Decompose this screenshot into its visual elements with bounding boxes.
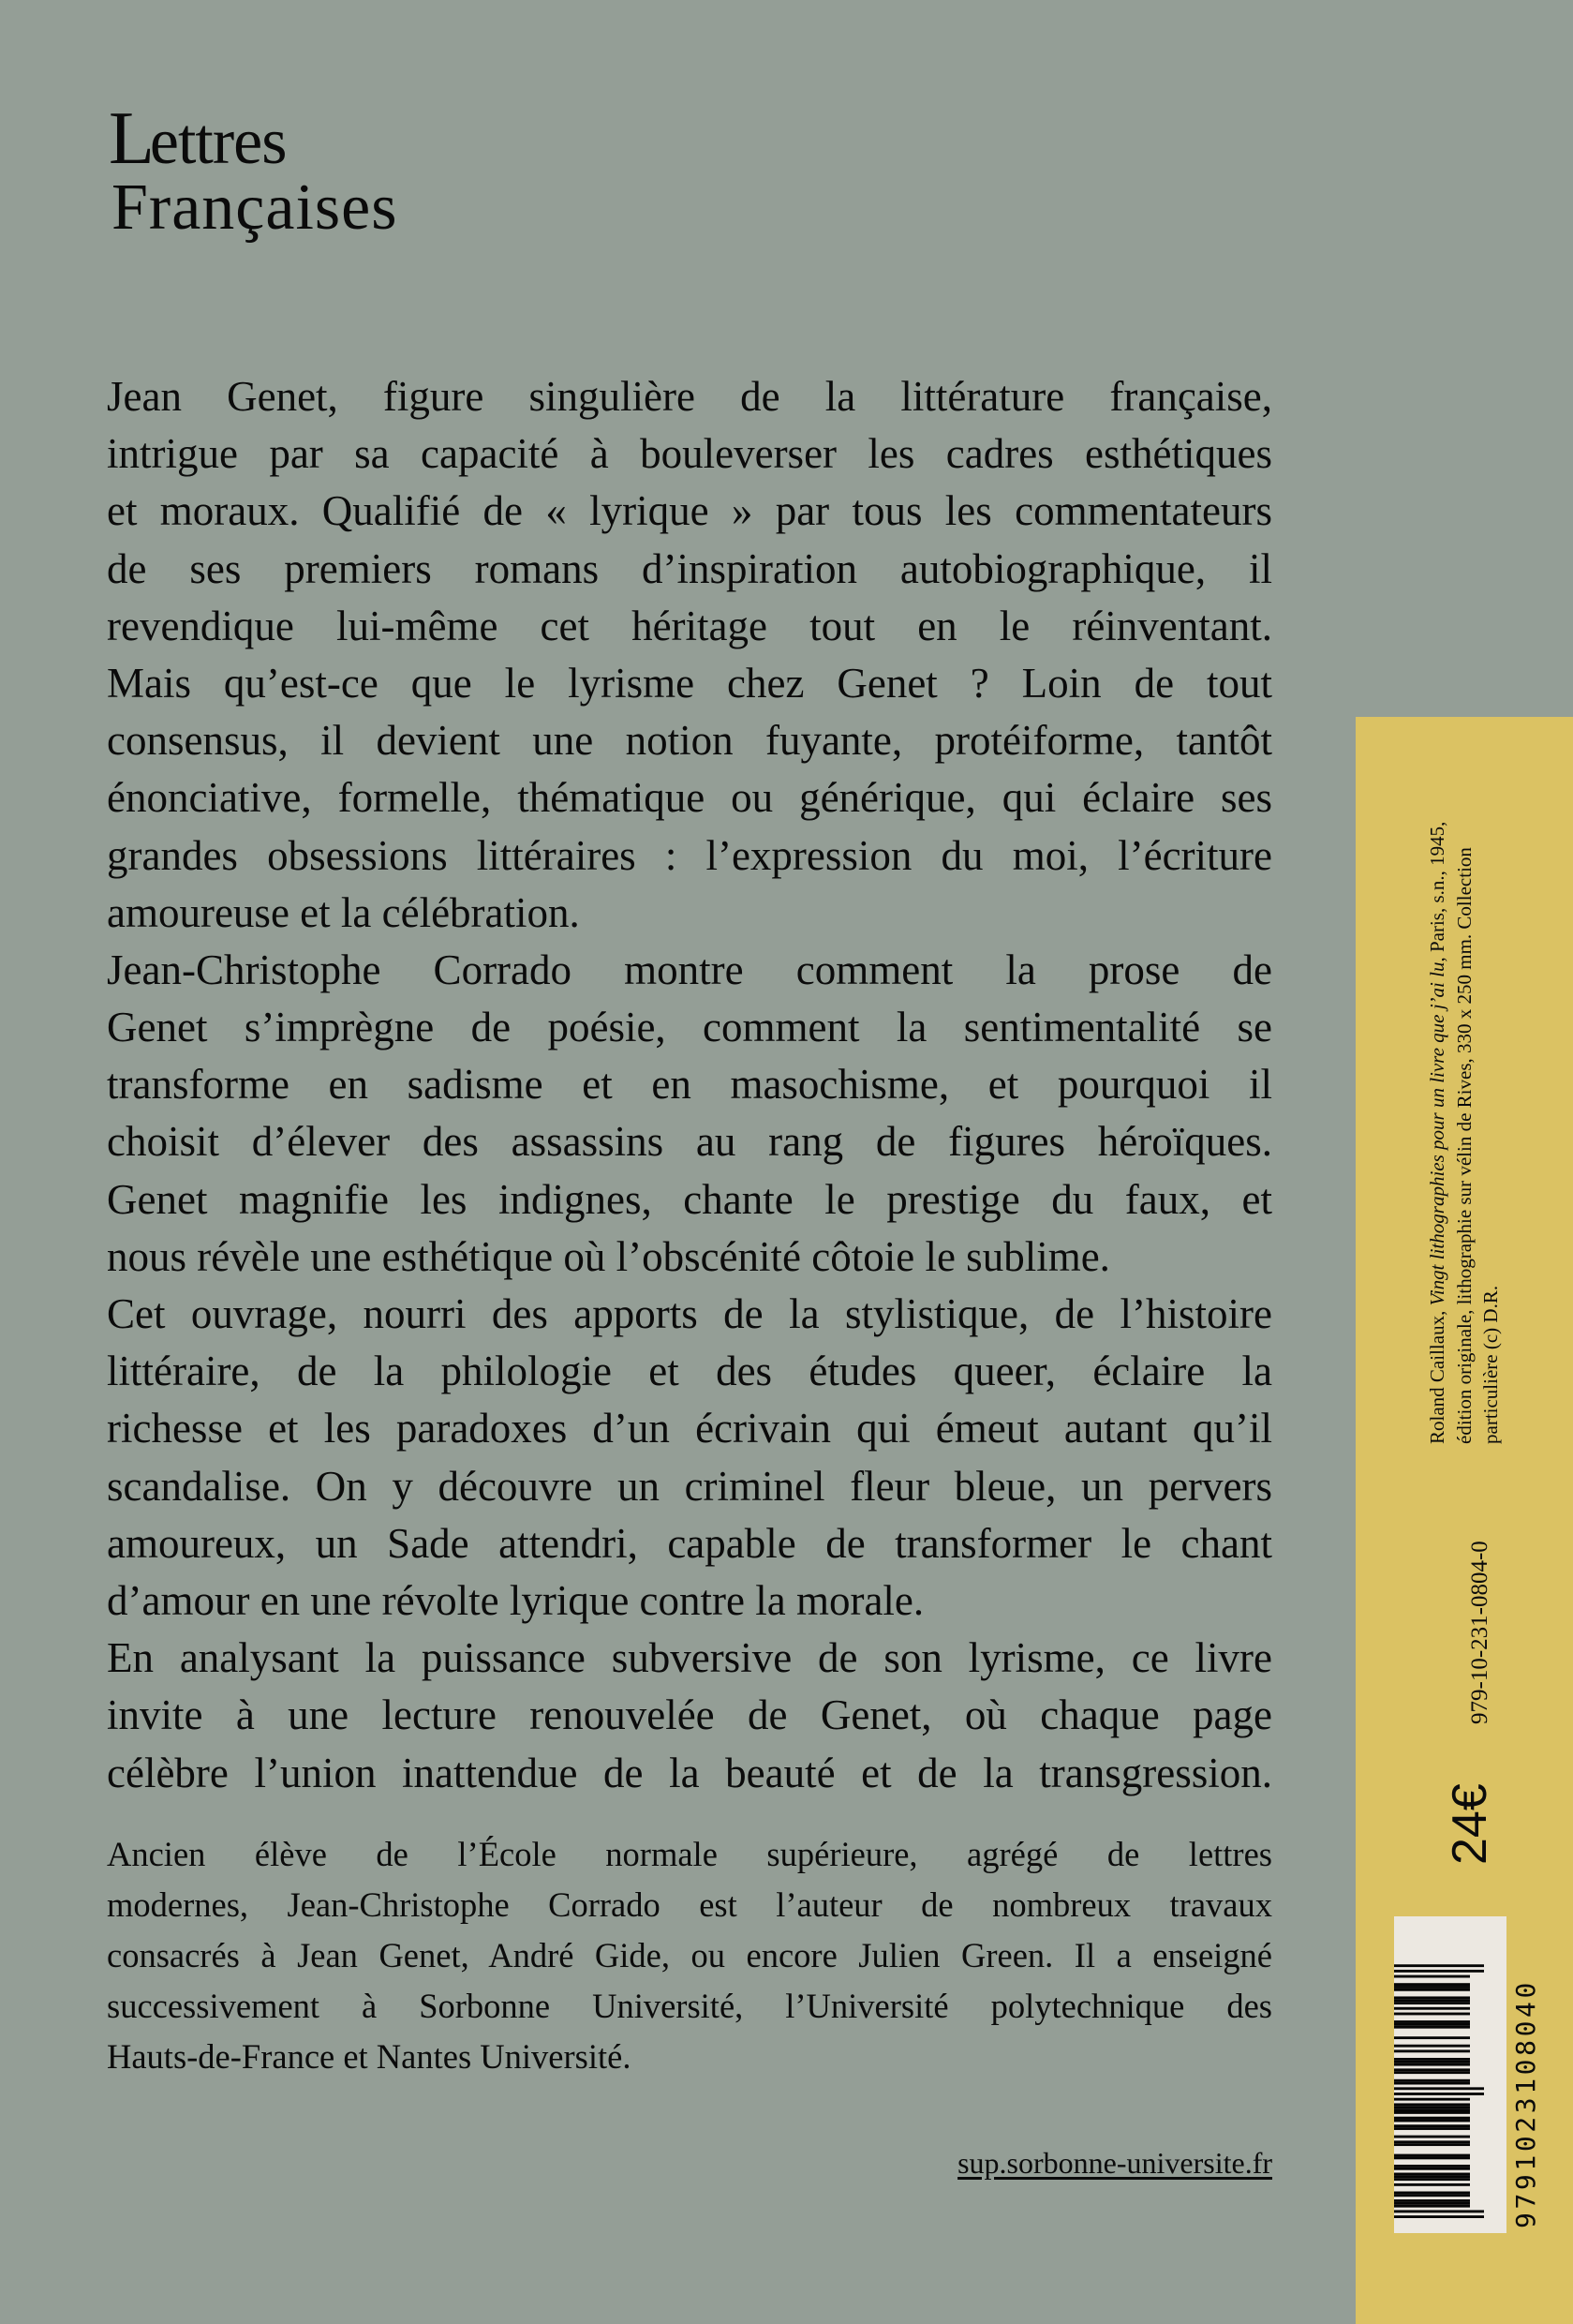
barcode-bar [1394, 1996, 1470, 1999]
bio-line: Ancien élève de l’École normale supérieure, agrégé de lettres [107, 1835, 1272, 1873]
barcode-bar [1394, 2117, 1470, 2120]
publisher-website-link[interactable]: sup.sorbonne-universite.fr [957, 2146, 1272, 2180]
description-line: d’amour en une révolte lyrique contre la morale. [107, 1576, 925, 1624]
credit-work-title: Vingt lithographies pour un livre que j’ai lu [1426, 961, 1448, 1306]
series-title-initial: L [109, 97, 154, 180]
isbn-number: 979-10-231-0804-0 [1467, 1541, 1492, 1724]
credit-line-1 [1424, 821, 1451, 1444]
barcode-bar [1394, 2140, 1470, 2143]
barcode-bar [1394, 2120, 1470, 2123]
barcode-bar [1394, 2058, 1470, 2061]
barcode-bar [1394, 2023, 1470, 2026]
description-line: richesse et les paradoxes d’un écrivain qui émeut autant qu’il [107, 1405, 1272, 1452]
barcode-bar [1394, 2093, 1484, 2095]
description-line: Genet magnifie les indignes, chante le prestige du faux, et [107, 1175, 1272, 1223]
credit-line-2: édition originale, lithographie sur vélin de Rives, 330 x 250 mm. Collection [1452, 847, 1476, 1444]
description-line: choisit d’élever des assassins au rang de figures héroïques. [107, 1118, 1272, 1166]
barcode-bar [1394, 2192, 1470, 2195]
barcode-digits: 9791023108040 [1510, 1979, 1541, 2228]
description-line: amoureuse et la célébration. [107, 888, 580, 936]
bio-line: modernes, Jean-Christophe Corrado est l’auteur de nombreux travaux [107, 1885, 1272, 1924]
barcode-bar [1394, 2136, 1470, 2138]
barcode-bar [1394, 2079, 1470, 2082]
barcode-bar [1394, 2165, 1470, 2168]
series-title-line-2: Françaises [111, 171, 398, 244]
credit-artist: Roland Caillaux, [1426, 1305, 1448, 1444]
credit-line-3: particulière (c) D.R. [1479, 1285, 1502, 1444]
barcode-bar [1394, 1970, 1484, 1973]
barcode-bar [1394, 2063, 1470, 2066]
barcode-bar [1394, 2068, 1470, 2071]
description-line: Mais qu’est-ce que le lyrisme chez Genet ? Loin de tout [107, 659, 1272, 707]
series-title [109, 97, 521, 246]
description-line: et moraux. Qualifié de « lyrique » par tous les commentateurs [107, 487, 1272, 535]
barcode-bar [1394, 2199, 1470, 2202]
price-label: 24€ [1443, 1783, 1497, 1865]
barcode-bar [1394, 2127, 1470, 2130]
barcode-bar [1394, 2007, 1470, 2010]
barcode-bar [1394, 2183, 1470, 2186]
barcode-bar [1394, 2210, 1484, 2212]
description-line: transforme en sadisme et en masochisme, et pourquoi il [107, 1061, 1272, 1109]
barcode-bar [1394, 2103, 1470, 2106]
barcode-bar [1394, 2202, 1470, 2205]
barcode-bar [1394, 2175, 1470, 2178]
series-title-rest: ettres [149, 106, 287, 178]
barcode-bar [1394, 2013, 1470, 2016]
cover-image-credit [1424, 821, 1505, 1444]
description-line: revendique lui-même cet héritage tout en le réinventant. [107, 602, 1272, 649]
barcode-bar [1394, 2194, 1470, 2197]
description-line: invite à une lecture renouvelée de Genet, où chaque page [107, 1691, 1272, 1739]
bio-line: successivement à Sorbonne Université, l’Université polytechnique des [107, 1987, 1272, 2025]
book-description [107, 368, 1272, 1802]
barcode-bar [1394, 2036, 1470, 2039]
barcode-bar [1394, 2020, 1470, 2023]
barcode-bar [1394, 2026, 1470, 2029]
bio-line: Hauts-de-France et Nantes Université. [107, 2037, 631, 2076]
description-line: scandalise. On y découvre un criminel fleur bleue, un pervers [107, 1462, 1272, 1510]
barcode-bar [1394, 1975, 1470, 1978]
description-line: consensus, il devient une notion fuyante, protéiforme, tantôt [107, 717, 1272, 765]
description-line: nous révèle une esthétique où l’obscénité côtoie le sublime. [107, 1232, 1110, 1280]
description-line: Jean Genet, figure singulière de la littérature française, [107, 373, 1272, 420]
description-line: intrigue par sa capacité à bouleverser les cadres esthétiques [107, 430, 1272, 478]
barcode-bar [1394, 2205, 1470, 2208]
barcode-bar [1394, 2002, 1470, 2004]
barcode-bar [1394, 1983, 1470, 1986]
barcode-bar [1394, 2108, 1470, 2111]
description-line: énonciative, formelle, thématique ou générique, qui éclaire ses [107, 774, 1272, 822]
barcode-bar [1394, 2178, 1470, 2181]
barcode-bar [1394, 2061, 1470, 2063]
barcode-bar [1394, 2156, 1470, 2159]
description-line: grandes obsessions littéraires : l’expression du moi, l’écriture [107, 831, 1272, 879]
description-line: célèbre l’union inattendue de la beauté et de la transgression. [107, 1749, 1272, 1796]
description-line: amoureux, un Sade attendri, capable de transformer le chant [107, 1519, 1272, 1567]
barcode-bar [1394, 1964, 1484, 1967]
description-line: littéraire, de la philologie et des études queer, éclaire la [107, 1348, 1272, 1395]
barcode-bar [1394, 2082, 1470, 2085]
barcode-bar [1394, 2143, 1470, 2146]
author-bio [107, 1829, 1272, 2082]
barcode [1394, 1916, 1541, 2233]
description-line: Cet ouvrage, nourri des apports de la stylistique, de l’histoire [107, 1290, 1272, 1337]
barcode-bar [1394, 2087, 1484, 2090]
barcode-bar [1394, 2106, 1470, 2108]
description-line: En analysant la puissance subversive de son lyrisme, ce livre [107, 1634, 1272, 1682]
bio-line: consacrés à Jean Genet, André Gide, ou encore Julien Green. Il a enseigné [107, 1936, 1272, 1974]
barcode-bar [1394, 2124, 1470, 2127]
description-line: Genet s’imprègne de poésie, comment la sentimentalité se [107, 1004, 1272, 1051]
barcode-bar [1394, 2049, 1470, 2052]
description-line: de ses premiers romans d’inspiration autobiographique, il [107, 544, 1272, 592]
barcode-bar [1394, 1999, 1470, 2002]
credit-publication: , Paris, s.n., 1945, [1426, 821, 1448, 962]
barcode-bar [1394, 2111, 1470, 2114]
barcode-bar [1394, 2154, 1470, 2157]
barcode-bar [1394, 2215, 1484, 2218]
barcode-bar [1394, 2098, 1470, 2101]
barcode-bar [1394, 2173, 1470, 2176]
series-title-line-1 [109, 97, 287, 180]
barcode-bar [1394, 1986, 1470, 1989]
description-line: Jean-Christophe Corrado montre comment la prose de [107, 946, 1272, 993]
barcode-bar [1394, 1989, 1470, 1991]
barcode-bars [1394, 1916, 1506, 2233]
barcode-bar [1394, 2045, 1470, 2048]
barcode-bar [1394, 2071, 1470, 2074]
barcode-bar [1394, 2168, 1470, 2170]
